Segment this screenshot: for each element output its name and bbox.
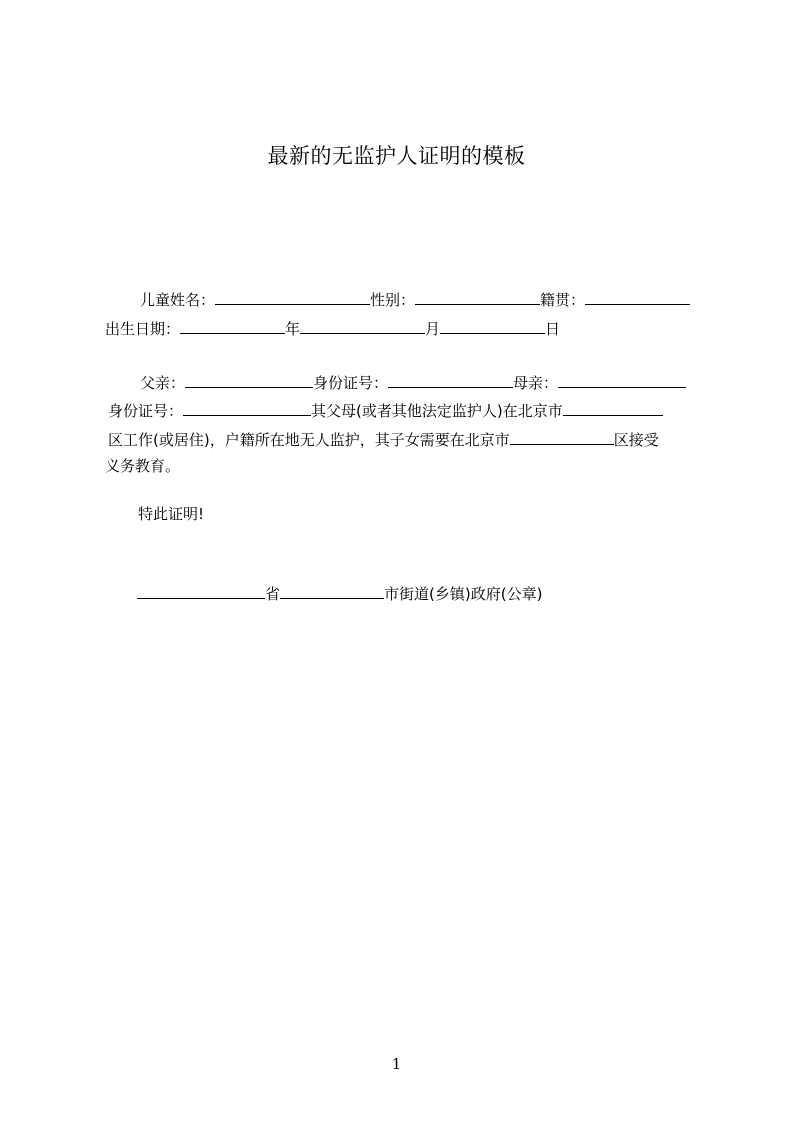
mother-id-blank xyxy=(183,401,311,416)
city-gov-label: 市街道(乡镇)政府(公章) xyxy=(384,585,543,603)
native-place-blank xyxy=(585,290,690,305)
page-number: 1 xyxy=(391,1055,402,1073)
month-label: 月 xyxy=(425,320,441,338)
mother-blank xyxy=(558,373,686,388)
signature-line xyxy=(137,584,542,603)
father-id-blank xyxy=(388,373,513,388)
father-blank xyxy=(185,373,313,388)
education-line xyxy=(105,457,180,475)
mother-label: 母亲： xyxy=(513,374,559,392)
city-blank xyxy=(280,584,384,599)
native-place-label: 籍贯： xyxy=(540,291,586,309)
birth-day-blank xyxy=(440,319,545,334)
birth-month-blank xyxy=(300,319,425,334)
mother-id-label: 身份证号： xyxy=(108,402,184,420)
birth-year-blank xyxy=(180,319,285,334)
work-district-blank xyxy=(563,401,663,416)
birth-date-label: 出生日期： xyxy=(105,320,181,338)
gender-blank xyxy=(415,290,540,305)
child-info-line xyxy=(140,290,690,309)
district-work-text: 区工作(或居住)，户籍所在地无人监护，其子女需要在北京市 xyxy=(108,431,510,449)
day-label: 日 xyxy=(545,320,561,338)
child-name-label: 儿童姓名： xyxy=(140,291,216,309)
gender-label: 性别： xyxy=(370,291,416,309)
province-label: 省 xyxy=(265,585,281,603)
child-name-blank xyxy=(215,290,370,305)
closing-text: 特此证明! xyxy=(138,505,205,523)
accept-district-blank xyxy=(510,430,614,445)
parents-work-text: 其父母(或者其他法定监护人)在北京市 xyxy=(311,402,563,420)
compulsory-edu-text: 义务教育。 xyxy=(105,457,181,475)
district-line xyxy=(108,430,659,449)
parents-line xyxy=(140,373,686,392)
mother-id-line xyxy=(108,401,663,420)
birth-date-line xyxy=(105,319,560,338)
father-label: 父亲： xyxy=(140,374,186,392)
closing-line xyxy=(138,505,204,523)
province-blank xyxy=(137,584,265,599)
district-accept-text: 区接受 xyxy=(613,431,659,449)
document-title: 最新的无监护人证明的模板 xyxy=(267,144,526,168)
father-id-label: 身份证号： xyxy=(313,374,389,392)
year-label: 年 xyxy=(285,320,301,338)
